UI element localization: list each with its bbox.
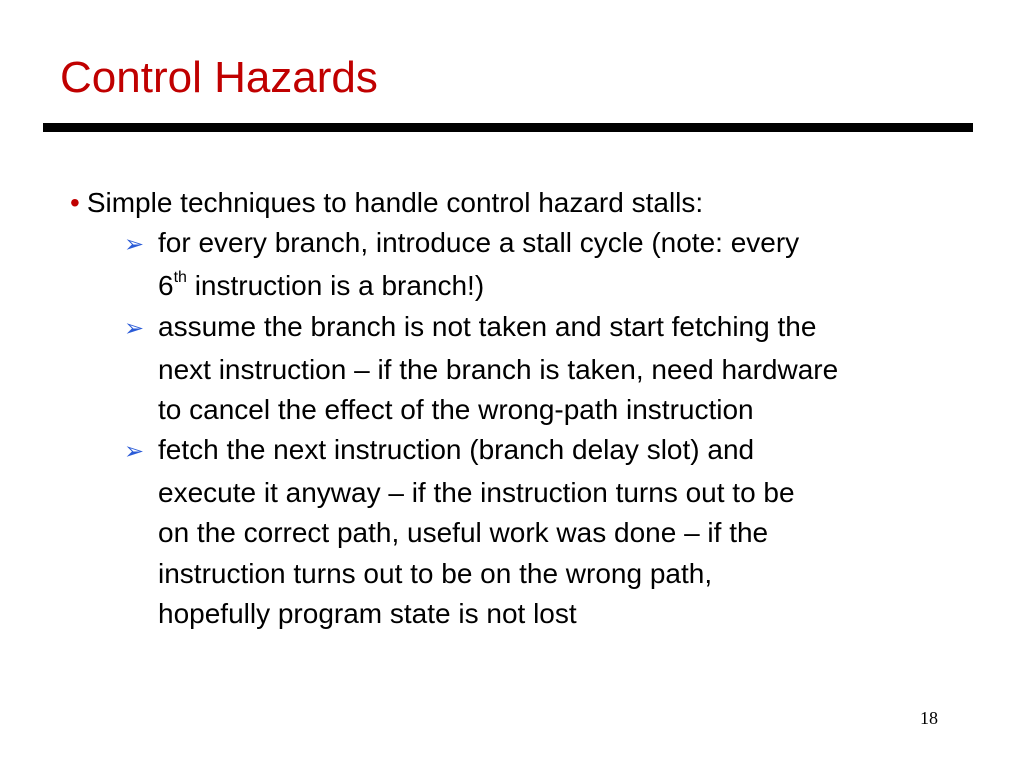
sub-bullet-line: execute it anyway – if the instruction turns out to be	[158, 476, 795, 508]
sub-bullet-line: ➢ for every branch, introduce a stall cycle (note: every	[124, 223, 1004, 266]
sub-bullet-line: next instruction – if the branch is taken, need hardware	[158, 353, 839, 385]
sub-bullet-line: ➢ assume the branch is not taken and start fetching the	[124, 307, 1004, 350]
sub-bullet-line: hopefully program state is not lost	[158, 598, 577, 629]
sub-bullet-line: to cancel the effect of the wrong-path instruction	[158, 394, 754, 425]
title-divider	[43, 123, 973, 132]
sub-bullet-not-taken	[124, 307, 1004, 431]
sub-bullet-delay-slot	[124, 430, 1004, 635]
page-number: 18	[920, 708, 938, 728]
arrow-right-icon: ➢	[124, 438, 145, 465]
sub-bullet-line: instruction turns out to be on the wrong path,	[158, 557, 713, 589]
slide-title: Control Hazards	[60, 53, 378, 102]
main-bullet-text: Simple techniques to handle control hazard stalls:	[86, 187, 704, 218]
bullet-dot-icon: •	[70, 187, 80, 218]
sub-bullet-line: ➢ fetch the next instruction (branch delay slot) and	[124, 430, 1004, 473]
arrow-right-icon: ➢	[124, 231, 145, 258]
sub-bullet-stall-cycle	[124, 223, 1004, 306]
arrow-right-icon: ➢	[124, 315, 145, 342]
sub-bullet-line: on the correct path, useful work was done – if the	[158, 517, 769, 548]
sub-bullet-line: 6th instruction is a branch!)	[158, 269, 485, 301]
main-bullet	[70, 183, 703, 223]
